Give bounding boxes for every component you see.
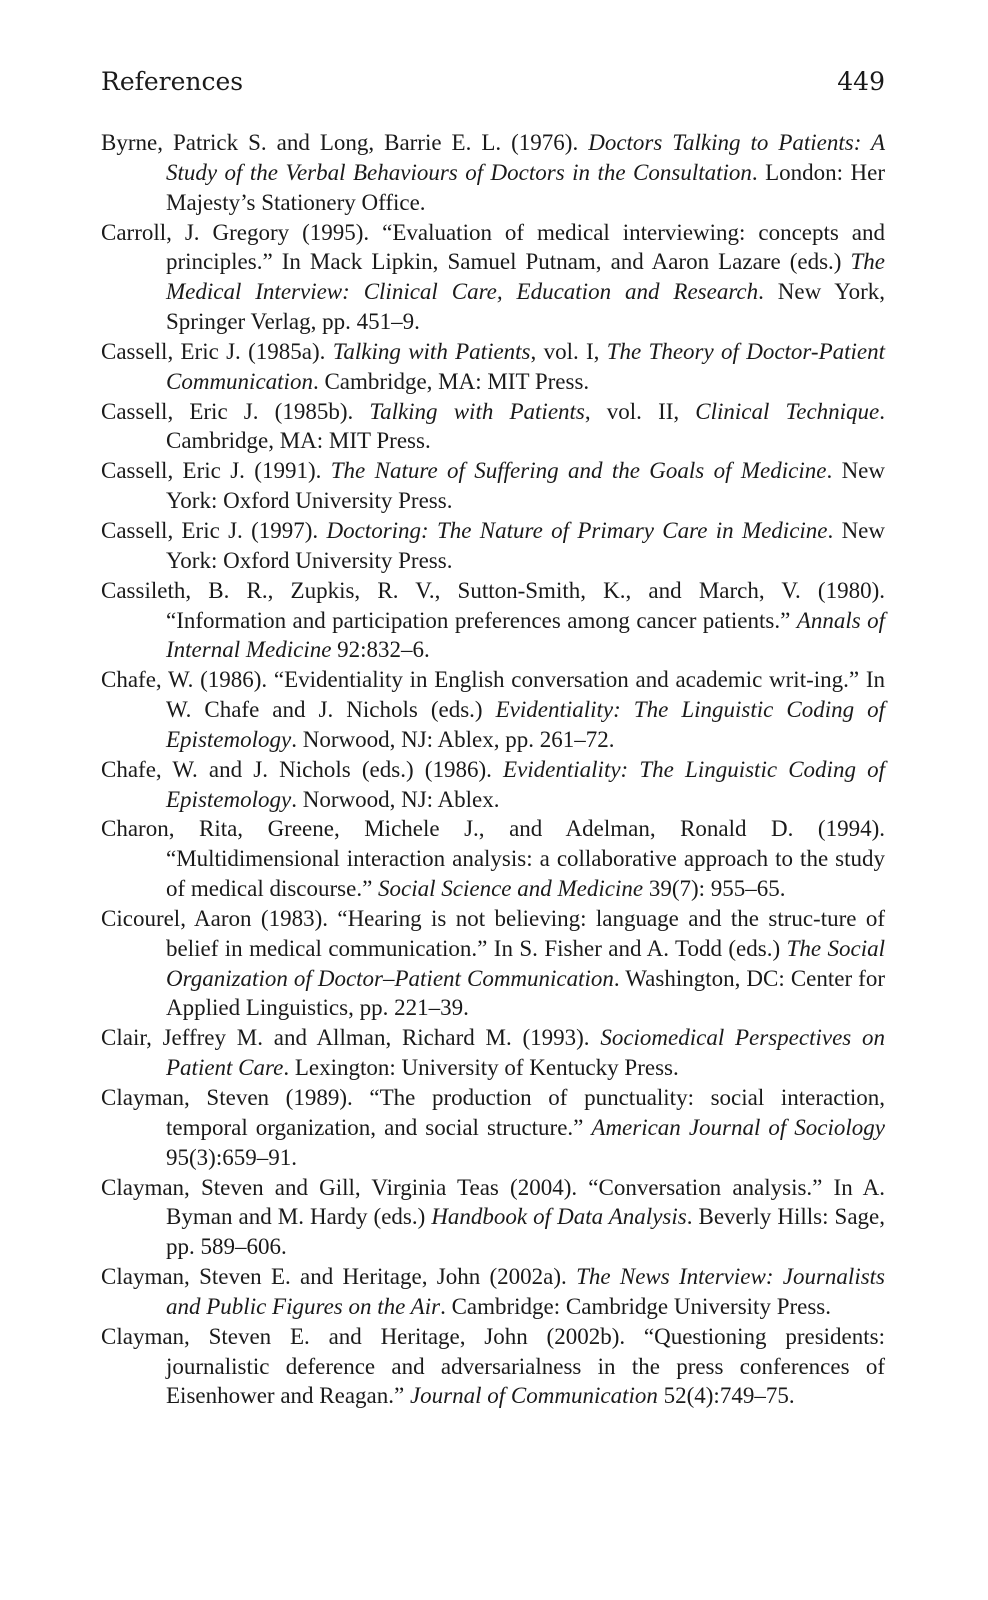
reference-title: The Theory of Doctor-Patient Communication (166, 338, 886, 394)
reference-text: Cassileth, B. R., Zupkis, R. V., Sutton-Smith, K., and March, V. (1980). “Information and participation preferences among cancer patients.” (101, 577, 885, 633)
reference-text: . New York: Oxford University Press. (166, 458, 885, 514)
reference-title: Journal of Communication (409, 1383, 658, 1409)
reference-entry (101, 1173, 885, 1263)
reference-title: Handbook of Data Analysis (431, 1204, 687, 1230)
reference-title: Clinical Technique (695, 398, 880, 424)
reference-text: Cicourel, Aaron (1983). “Hearing is not believing: language and the struc-ture of belief in medical communication.” In S. Fisher and A. Todd (eds.) (101, 905, 885, 961)
reference-text: Byrne, Patrick S. and Long, Barrie E. L. (1976). (101, 130, 589, 155)
reference-text: Chafe, W. (1986). “Evidentiality in English conversation and academic writ-ing.” In W. Chafe and J. Nichols (eds.) (101, 667, 885, 723)
reference-text: Clayman, Steven (1989). “The production of punctuality: social interaction, temporal organization, and social structure.” (101, 1085, 885, 1140)
reference-entry (101, 516, 885, 576)
reference-text: Clayman, Steven E. and Heritage, John (2002b). “Questioning presidents: journalistic deference and adversarialness in the press conferences of Eisenhower and Reagan.” (101, 1323, 885, 1409)
reference-title: The Social Organization of Doctor–Patient Communication (166, 935, 885, 991)
reference-entry (101, 665, 885, 755)
reference-entry (101, 337, 885, 397)
reference-entry (101, 456, 885, 516)
reference-text: . New York, Springer Verlag, pp. 451–9. (166, 279, 885, 335)
running-head-title: References (101, 67, 244, 96)
reference-text: 39(7): 955–65. (643, 876, 786, 902)
reference-entry (101, 128, 885, 218)
reference-text: . Washington, DC: Center for Applied Linguistics, pp. 221–39. (166, 965, 886, 1021)
reference-entry (101, 576, 885, 666)
reference-text: Clayman, Steven and Gill, Virginia Teas (2004). “Conversation analysis.” In A. Byman and M. Hardy (eds.) (101, 1174, 885, 1230)
reference-text: Charon, Rita, Greene, Michele J., and Adelman, Ronald D. (1994). “Multidimensional interaction analysis: a collaborative approach to the study of medical discourse.” (101, 816, 885, 902)
reference-text: . Norwood, NJ: Ablex. (291, 786, 500, 812)
reference-entry (101, 397, 885, 457)
reference-text: Cassell, Eric J. (1985b). (101, 398, 370, 424)
reference-text: . Cambridge, MA: MIT Press. (166, 398, 886, 454)
reference-text: Cassell, Eric J. (1997). (101, 517, 327, 543)
reference-title: Evidentiality: The Linguistic Coding of Epistemology (166, 697, 885, 752)
reference-title: The Medical Interview: Clinical Care, Education and Research (166, 249, 885, 305)
reference-text: . Cambridge, MA: MIT Press. (312, 368, 590, 394)
reference-entry (101, 814, 885, 904)
reference-text: Carroll, J. Gregory (1995). “Evaluation of medical interviewing: concepts and principles.” In Mack Lipkin, Samuel Putnam, and Aaron Lazare (eds.) (101, 219, 885, 275)
reference-text: Clayman, Steven E. and Heritage, John (2002a). (101, 1264, 577, 1290)
reference-title: Talking with Patients (369, 398, 585, 424)
reference-title: The News Interview: Journalists and Public Figures on the Air (166, 1264, 886, 1319)
reference-title: Doctoring: The Nature of Primary Care in Medicine (326, 517, 828, 543)
reference-title: Annals of Internal Medicine (166, 607, 886, 663)
reference-text: 92:832–6. (331, 637, 430, 663)
reference-text: Clair, Jeffrey M. and Allman, Richard M. (1993). (101, 1025, 601, 1051)
reference-text: . Norwood, NJ: Ablex, pp. 261–72. (291, 726, 615, 752)
reference-entry (101, 755, 885, 815)
reference-text: . New York: Oxford University Press. (166, 517, 885, 573)
reference-title: Social Science and Medicine (378, 876, 644, 902)
reference-text: Cassell, Eric J. (1985a). (101, 338, 333, 364)
reference-text: . Cambridge: Cambridge University Press. (440, 1293, 832, 1319)
reference-title: Sociomedical Perspectives on Patient Care (166, 1025, 885, 1081)
reference-entry (101, 1262, 885, 1322)
page-number: 449 (837, 67, 885, 96)
reference-entry (101, 218, 885, 337)
reference-text: , vol. I, (530, 338, 607, 364)
reference-entry (101, 1322, 885, 1412)
reference-entry (101, 1083, 885, 1173)
reference-title: The Nature of Suffering and the Goals of Medicine (330, 458, 827, 484)
reference-entry (101, 904, 885, 1023)
reference-text: . London: Her Majesty’s Stationery Office. (166, 159, 885, 215)
reference-text: Chafe, W. and J. Nichols (eds.) (1986). (101, 756, 504, 782)
reference-text: Cassell, Eric J. (1991). (101, 458, 331, 484)
reference-title: Evidentiality: The Linguistic Coding of Epistemology (166, 756, 886, 812)
reference-text: . Beverly Hills: Sage, pp. 589–606. (166, 1204, 885, 1260)
reference-title: American Journal of Sociology (591, 1114, 885, 1140)
reference-title: Talking with Patients (332, 338, 531, 364)
reference-text: . Lexington: University of Kentucky Press. (283, 1055, 679, 1081)
reference-text: 52(4):749–75. (657, 1383, 795, 1409)
reference-title: Doctors Talking to Patients: A Study of the Verbal Behaviours of Doctors in the Consultation (166, 130, 886, 185)
reference-entry (101, 1023, 885, 1083)
reference-list (101, 128, 885, 1411)
running-head (101, 66, 885, 98)
reference-text: , vol. II, (584, 398, 696, 424)
reference-text: 95(3):659–91. (166, 1144, 297, 1170)
